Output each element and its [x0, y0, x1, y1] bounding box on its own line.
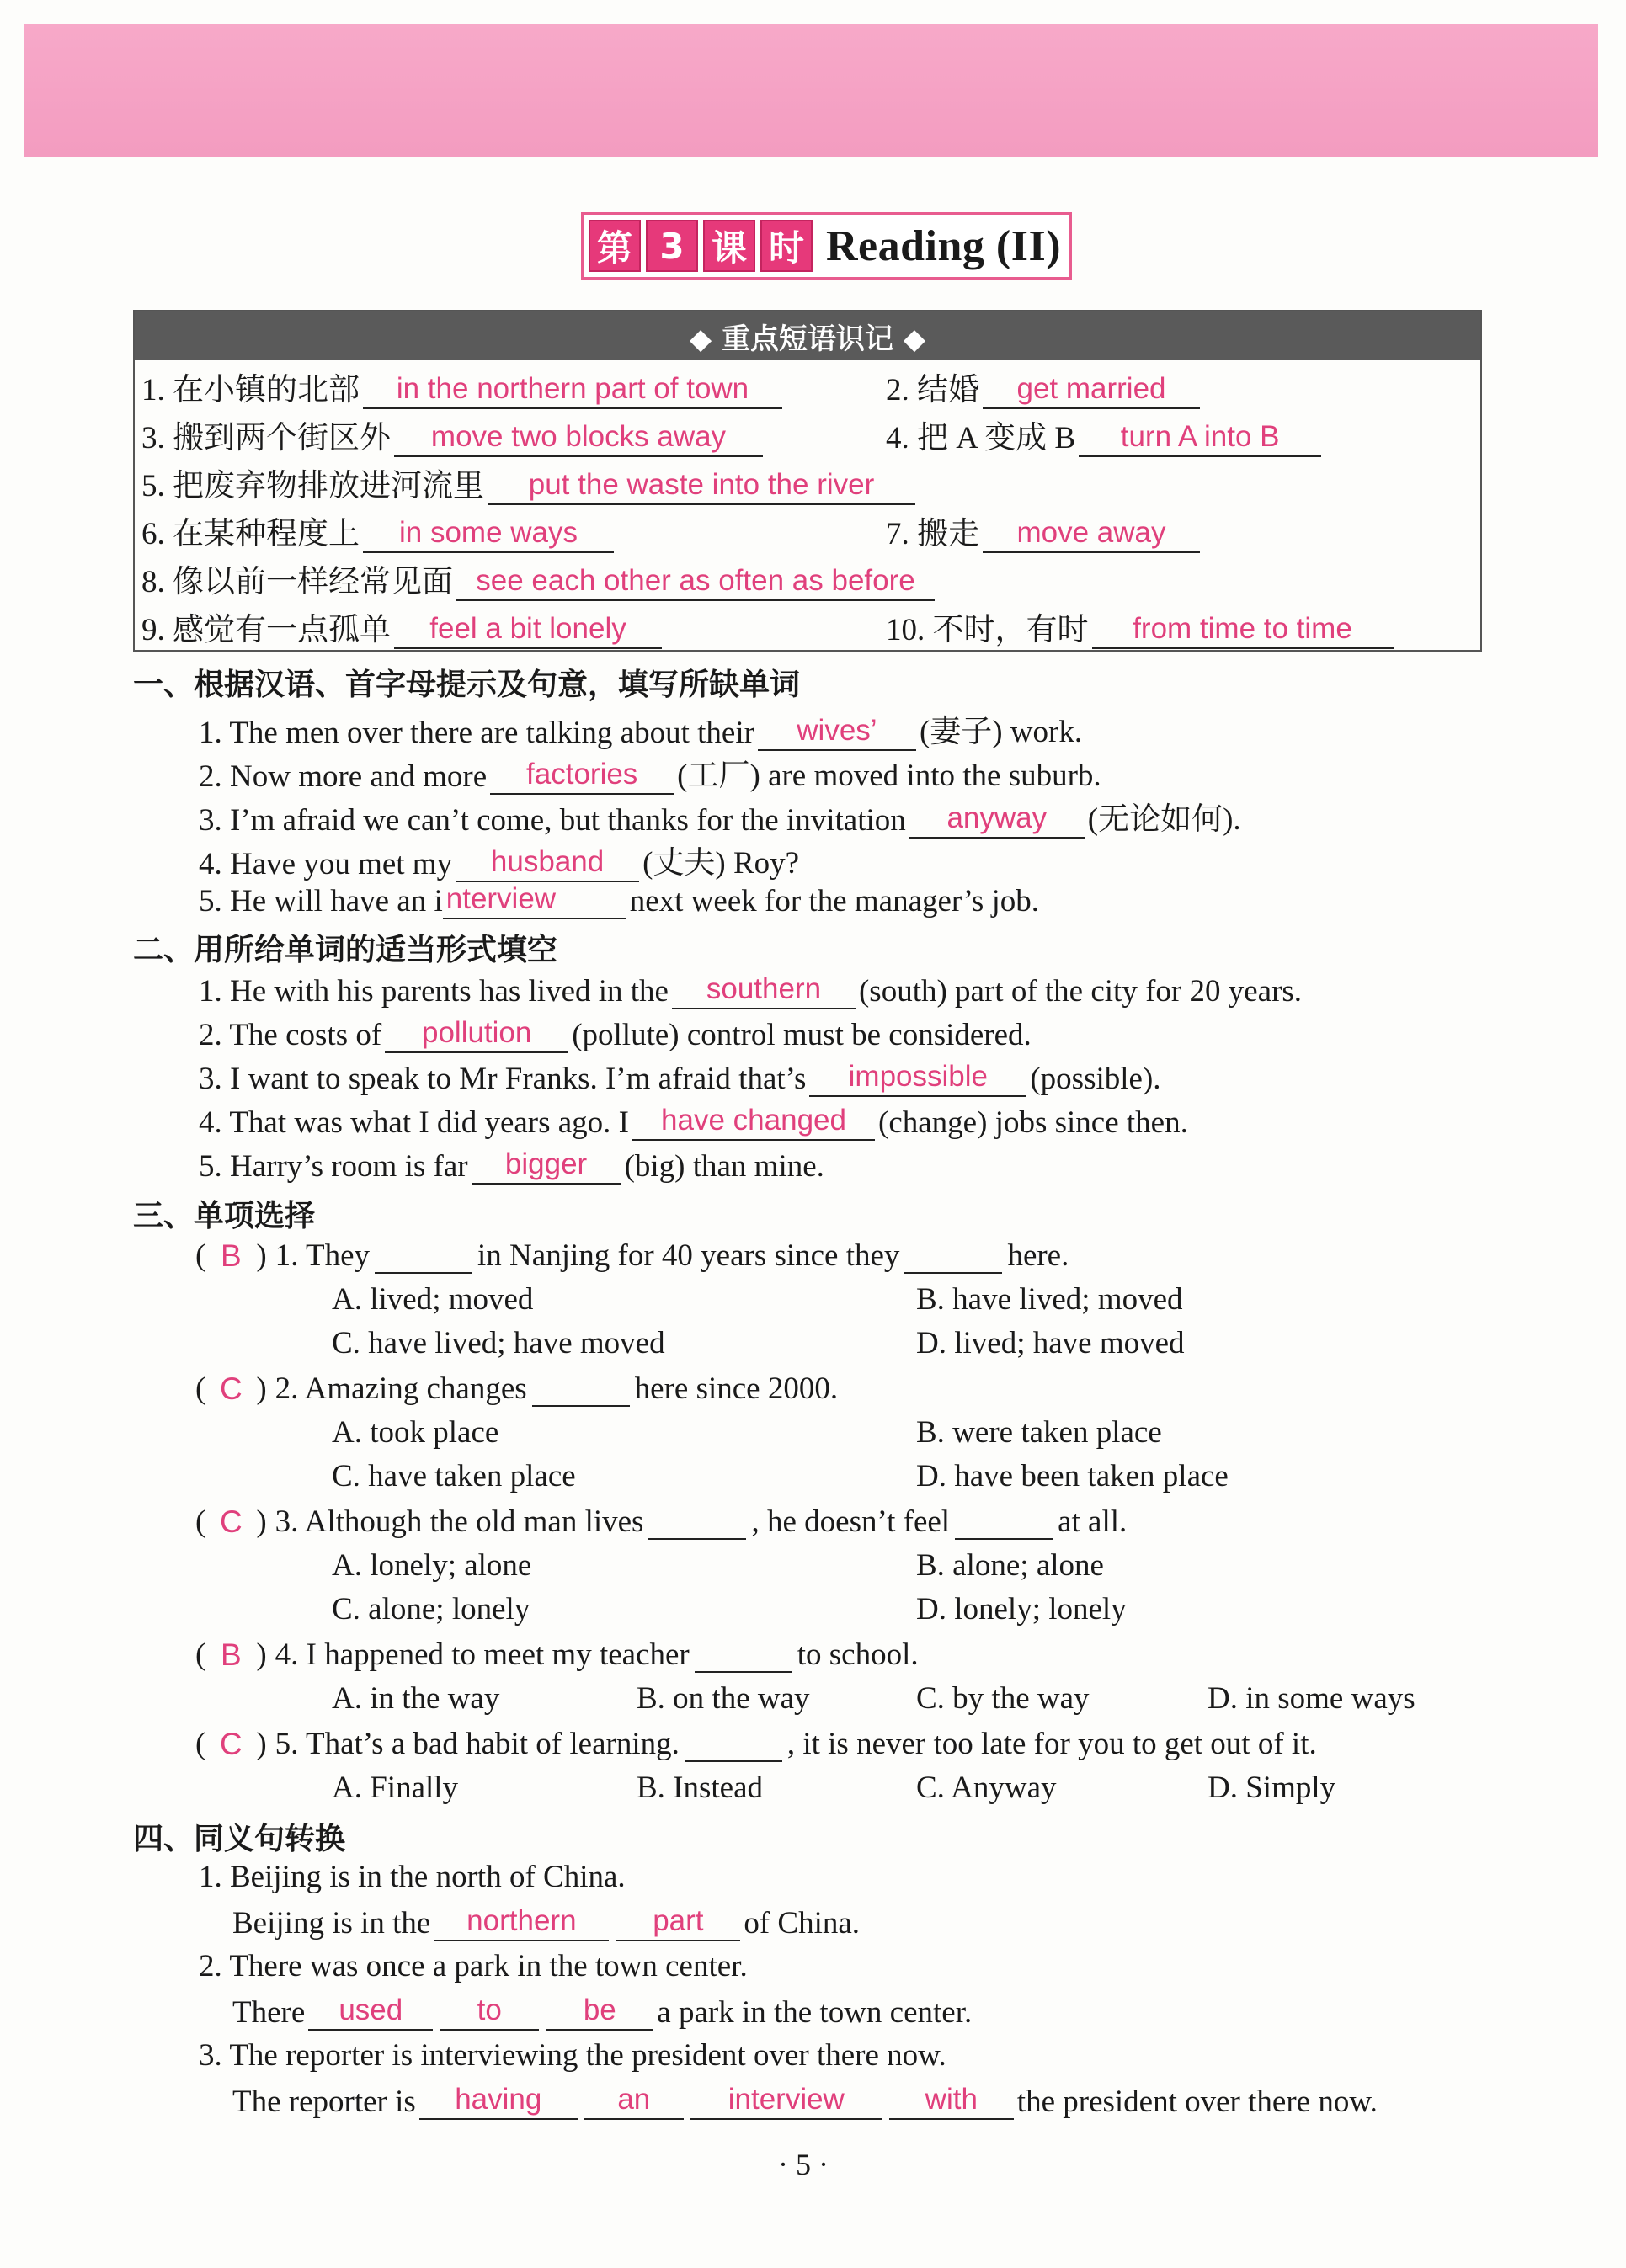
s1-item [199, 881, 1039, 919]
mc-stem: at all. [1058, 1504, 1128, 1539]
s2-post: (south) part of the city for 20 years. [858, 974, 1303, 1009]
phrase-answer[interactable]: see each other as often as before [456, 562, 935, 601]
s2-pre: 2. The costs of [199, 1018, 382, 1052]
mc-question-2 [195, 1371, 838, 1407]
phrase-answer[interactable]: move away [983, 514, 1200, 553]
phrase-item [886, 412, 1325, 457]
s4-answer[interactable]: interview [690, 2081, 882, 2120]
s2-answer[interactable]: have changed [632, 1102, 875, 1141]
mc-answer[interactable]: C [219, 1727, 243, 1761]
s4-rewrite [232, 2081, 1378, 2120]
mc-stem: 3. Although the old man lives [275, 1504, 644, 1539]
s2-item [199, 1102, 1188, 1141]
phrase-item [141, 556, 938, 601]
mc-option[interactable]: C. by the way [916, 1681, 1090, 1716]
phrase-item [886, 604, 1397, 649]
mc-stem: 5. That’s a bad habit of learning. [275, 1727, 680, 1761]
s1-pre: 1. The men over there are talking about their [199, 716, 754, 750]
mc-option[interactable]: C. alone; lonely [332, 1592, 530, 1626]
s4-pre: Beijing is in the [232, 1906, 431, 1941]
mc-question-1 [195, 1238, 1069, 1274]
mc-stem: here since 2000. [634, 1371, 839, 1406]
mc-blank [685, 1728, 782, 1762]
s1-post: (无论如何). [1087, 802, 1241, 837]
s1-post: (妻子) work. [919, 715, 1083, 749]
phrase-item [141, 604, 665, 649]
s1-pre: 4. Have you met my [199, 847, 453, 881]
mc-option[interactable]: A. lived; moved [332, 1282, 534, 1317]
s1-post: (工厂) are moved into the suburb. [677, 759, 1101, 793]
title-text: Reading (II) [826, 221, 1062, 270]
phrase-answer[interactable]: in the northern part of town [363, 370, 782, 409]
s4-original: 3. The reporter is interviewing the president over there now. [199, 2038, 946, 2073]
mc-blank [648, 1506, 746, 1540]
mc-option[interactable]: C. have lived; have moved [332, 1326, 665, 1360]
mc-answer[interactable]: B [220, 1637, 242, 1672]
s1-answer[interactable]: husband [456, 844, 639, 882]
phrase-prompt: 4. 把 A 变成 B [886, 421, 1076, 455]
lesson-title [581, 212, 1072, 280]
s2-item [199, 971, 1302, 1009]
section1-heading: 一、根据汉语、首字母提示及句意，填写所缺单词 [133, 668, 801, 702]
s4-post: of China. [744, 1906, 861, 1941]
phrase-item [886, 364, 1203, 409]
s1-item [199, 705, 1082, 751]
s4-answer[interactable]: part [616, 1903, 740, 1941]
s4-post: a park in the town center. [657, 1995, 973, 2030]
mc-blank [955, 1506, 1053, 1540]
open-paren: ( [195, 1238, 206, 1273]
s2-answer[interactable]: southern [672, 971, 856, 1009]
mc-option[interactable]: B. were taken place [916, 1415, 1162, 1450]
mc-option[interactable]: D. in some ways [1208, 1681, 1415, 1716]
s1-post: next week for the manager’s job. [629, 884, 1040, 918]
open-paren: ( [195, 1504, 206, 1539]
s2-answer[interactable]: pollution [385, 1014, 568, 1053]
s4-answer[interactable]: with [889, 2081, 1014, 2120]
s4-pre: The reporter is [232, 2084, 416, 2119]
phrase-answer[interactable]: in some ways [363, 514, 614, 553]
s4-rewrite [232, 1903, 860, 1941]
phrase-prompt: 8. 像以前一样经常见面 [141, 565, 453, 599]
phrase-prompt: 1. 在小镇的北部 [141, 373, 360, 407]
mc-blank [695, 1639, 792, 1673]
mc-blank [375, 1240, 472, 1274]
title-char-3: 课 [703, 220, 755, 272]
top-decorative-band [24, 24, 1598, 157]
section4-heading: 四、同义句转换 [133, 1822, 346, 1856]
page-number: · 5 · [778, 2148, 829, 2181]
mc-option[interactable]: D. lived; have moved [916, 1326, 1185, 1360]
s1-post: (丈夫) Roy? [642, 846, 800, 881]
key-phrases-heading: ◆ 重点短语识记 ◆ [135, 311, 1480, 360]
section2-heading: 二、用所给单词的适当形式填空 [133, 933, 558, 967]
mc-option[interactable]: C. have taken place [332, 1459, 576, 1493]
close-paren: ) [256, 1637, 267, 1672]
mc-option[interactable]: D. Simply [1208, 1770, 1336, 1805]
mc-stem: 1. They [275, 1238, 371, 1273]
s4-original: 1. Beijing is in the north of China. [199, 1860, 626, 1894]
mc-option[interactable]: B. Instead [637, 1770, 764, 1805]
close-paren: ) [256, 1371, 267, 1406]
s1-answer[interactable]: nterview [443, 881, 626, 919]
s1-answer[interactable]: factories [490, 756, 674, 795]
mc-option[interactable]: A. Finally [332, 1770, 459, 1805]
phrase-prompt: 6. 在某种程度上 [141, 517, 360, 551]
s1-item [199, 837, 799, 882]
phrase-prompt: 7. 搬走 [886, 517, 979, 551]
phrase-prompt: 5. 把废弃物排放进河流里 [141, 469, 484, 503]
s1-pre: 3. I’m afraid we can’t come, but thanks for the invitation [199, 803, 906, 838]
phrase-prompt: 10. 不时，有时 [886, 613, 1089, 647]
s4-answer[interactable]: be [546, 1992, 653, 2031]
s2-item [199, 1058, 1161, 1097]
title-char-1: 第 [589, 220, 641, 272]
s4-original: 2. There was once a park in the town center. [199, 1949, 748, 1983]
mc-option[interactable]: B. alone; alone [916, 1548, 1104, 1583]
mc-stem: in Nanjing for 40 years since they [477, 1238, 900, 1273]
s4-pre: There [232, 1995, 306, 2030]
s4-answer[interactable]: to [440, 1992, 539, 2031]
s1-item [199, 793, 1241, 839]
s2-post: (change) jobs since then. [878, 1105, 1188, 1140]
s2-answer[interactable]: impossible [809, 1058, 1026, 1097]
s2-item [199, 1146, 824, 1185]
s2-post: (pollute) control must be considered. [572, 1018, 1032, 1052]
phrase-answer[interactable]: get married [983, 370, 1200, 409]
mc-question-5 [195, 1726, 1317, 1762]
mc-blank [532, 1373, 630, 1407]
mc-answer[interactable]: C [219, 1504, 243, 1539]
s2-post: (big) than mine. [624, 1149, 824, 1184]
phrase-answer[interactable]: put the waste into the river [488, 466, 915, 505]
mc-stem: here. [1007, 1238, 1069, 1273]
phrase-answer[interactable]: feel a bit lonely [394, 610, 662, 649]
mc-question-4 [195, 1637, 919, 1673]
s4-answer[interactable]: used [308, 1992, 433, 2031]
mc-option[interactable]: C. Anyway [916, 1770, 1057, 1805]
phrase-item [141, 412, 766, 457]
mc-question-3 [195, 1504, 1127, 1540]
open-paren: ( [195, 1727, 206, 1761]
phrase-item [141, 508, 617, 553]
mc-option[interactable]: A. took place [332, 1415, 499, 1450]
mc-answer[interactable]: B [220, 1238, 242, 1273]
s2-item [199, 1014, 1032, 1053]
s2-answer[interactable]: bigger [472, 1146, 621, 1185]
mc-option[interactable]: A. in the way [332, 1681, 500, 1716]
mc-stem: to school. [797, 1637, 919, 1672]
mc-answer[interactable]: C [219, 1371, 243, 1406]
s2-pre: 5. Harry’s room is far [199, 1149, 468, 1184]
s2-pre: 1. He with his parents has lived in the [199, 974, 669, 1009]
s1-answer[interactable]: wives’ [758, 712, 916, 751]
section3-heading: 三、单项选择 [133, 1199, 316, 1233]
phrase-answer[interactable]: from time to time [1092, 610, 1394, 649]
s4-post: the president over there now. [1016, 2084, 1378, 2119]
s2-post: (possible). [1030, 1062, 1161, 1096]
s1-answer[interactable]: anyway [909, 800, 1085, 839]
phrase-prompt: 3. 搬到两个街区外 [141, 421, 391, 455]
phrase-item [886, 508, 1203, 553]
s1-pre: 5. He will have an i [199, 884, 443, 918]
phrase-prompt: 9. 感觉有一点孤单 [141, 613, 391, 647]
s4-answer[interactable]: having [419, 2081, 578, 2120]
phrase-answer[interactable]: move two blocks away [394, 418, 763, 457]
mc-blank [904, 1240, 1002, 1274]
title-char-2: 3 [646, 220, 698, 272]
mc-option[interactable]: D. have been taken place [916, 1459, 1229, 1493]
mc-option[interactable]: B. have lived; moved [916, 1282, 1183, 1317]
open-paren: ( [195, 1637, 206, 1672]
mc-stem: 4. I happened to meet my teacher [275, 1637, 690, 1672]
s4-answer[interactable]: an [584, 2081, 684, 2120]
title-char-4: 时 [760, 220, 813, 272]
close-paren: ) [256, 1238, 267, 1273]
mc-option[interactable]: A. lonely; alone [332, 1548, 532, 1583]
mc-stem: , he doesn’t feel [751, 1504, 951, 1539]
s2-pre: 3. I want to speak to Mr Franks. I’m afraid that’s [199, 1062, 807, 1096]
open-paren: ( [195, 1371, 206, 1406]
mc-stem: , it is never too late for you to get out of it. [786, 1727, 1317, 1761]
mc-option[interactable]: B. on the way [637, 1681, 810, 1716]
close-paren: ) [256, 1727, 267, 1761]
s4-answer[interactable]: northern [434, 1903, 609, 1941]
s1-item [199, 749, 1101, 795]
s2-pre: 4. That was what I did years ago. I [199, 1105, 630, 1140]
mc-stem: 2. Amazing changes [275, 1371, 527, 1406]
phrase-prompt: 2. 结婚 [886, 373, 979, 407]
close-paren: ) [256, 1504, 267, 1539]
phrase-item [141, 460, 919, 505]
phrase-item [141, 364, 786, 409]
phrase-answer[interactable]: turn A into B [1079, 418, 1321, 457]
s4-rewrite [232, 1992, 972, 2031]
mc-option[interactable]: D. lonely; lonely [916, 1592, 1127, 1626]
s1-pre: 2. Now more and more [199, 759, 488, 794]
